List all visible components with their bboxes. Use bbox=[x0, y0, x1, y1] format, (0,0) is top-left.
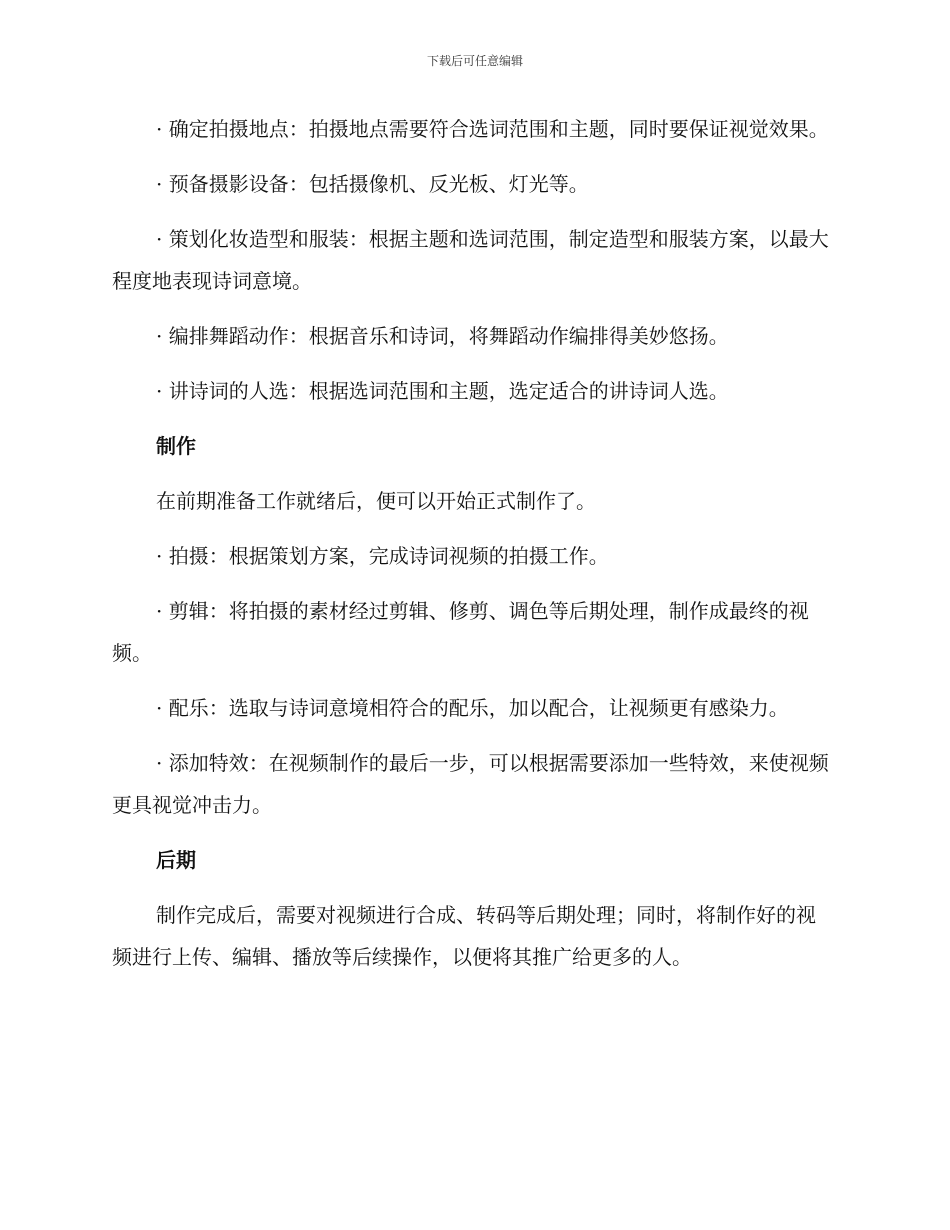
bullet-paragraph: · 配乐：选取与诗词意境相符合的配乐，加以配合，让视频更有感染力。 bbox=[156, 696, 789, 720]
section-heading-post-production: 后期 bbox=[156, 848, 196, 872]
page-header: 下载后可任意编辑 bbox=[426, 54, 523, 68]
section-heading-production: 制作 bbox=[156, 434, 196, 458]
bullet-paragraph: · 拍摄：根据策划方案，完成诗词视频的拍摄工作。 bbox=[156, 544, 609, 568]
bullet-paragraph: · 预备摄影设备：包括摄像机、反光板、灯光等。 bbox=[156, 172, 589, 196]
bullet-paragraph: · 添加特效：在视频制作的最后一步，可以根据需要添加一些特效，来使视频更具视觉冲击力。 bbox=[112, 751, 829, 817]
bullet-paragraph: · 讲诗词的人选：根据选词范围和主题，选定适合的讲诗词人选。 bbox=[156, 379, 729, 403]
bullet-paragraph: · 剪辑：将拍摄的素材经过剪辑、修剪、调色等后期处理，制作成最终的视频。 bbox=[112, 599, 809, 665]
body-paragraph: 在前期准备工作就绪后，便可以开始正式制作了。 bbox=[156, 489, 596, 513]
body-paragraph: 制作完成后，需要对视频进行合成、转码等后期处理；同时，将制作好的视频进行上传、编辑、播放等后续操作，以便将其推广给更多的人。 bbox=[112, 903, 816, 969]
bullet-paragraph: · 确定拍摄地点：拍摄地点需要符合选词范围和主题，同时要保证视觉效果。 bbox=[156, 117, 829, 141]
document-body bbox=[112, 108, 832, 991]
bullet-paragraph: · 策划化妆造型和服装：根据主题和选词范围，制定造型和服装方案，以最大程度地表现诗词意境。 bbox=[112, 227, 829, 293]
bullet-paragraph: · 编排舞蹈动作：根据音乐和诗词，将舞蹈动作编排得美妙悠扬。 bbox=[156, 324, 729, 348]
